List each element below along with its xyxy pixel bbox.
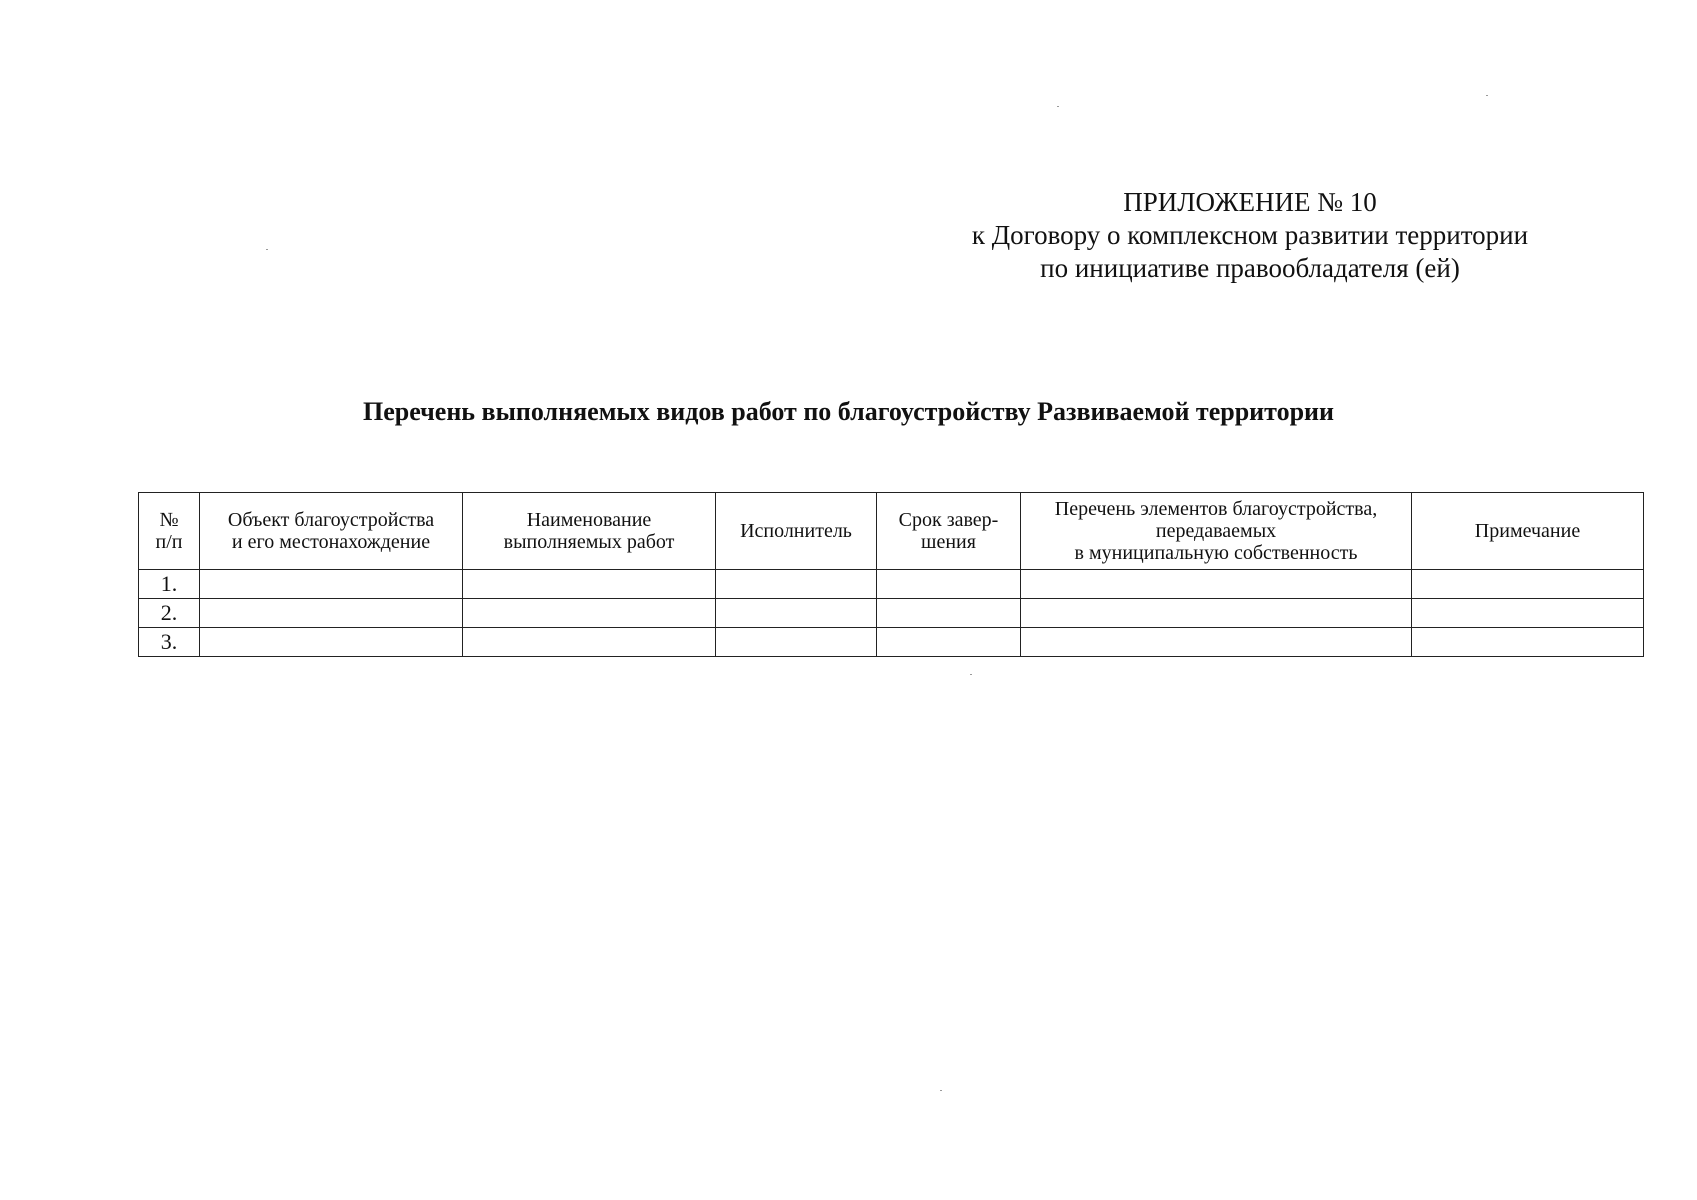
row-number: 2. [139, 599, 200, 628]
scan-speck [266, 249, 268, 250]
table-cell [1412, 570, 1644, 599]
header-elements-list: Перечень элементов благоустройства, передаваемых в муниципальную собственность [1021, 493, 1412, 570]
table-cell [716, 628, 877, 657]
table-cell [1021, 599, 1412, 628]
table-cell [877, 570, 1021, 599]
header-deadline: Срок завер- шения [877, 493, 1021, 570]
header-note: Примечание [1412, 493, 1644, 570]
table-cell [1021, 570, 1412, 599]
scan-speck [1486, 95, 1488, 96]
table-row [139, 599, 1644, 628]
appendix-number: ПРИЛОЖЕНИЕ № 10 [1123, 187, 1377, 217]
table-cell [1021, 628, 1412, 657]
table-cell [200, 570, 463, 599]
table-cell [716, 570, 877, 599]
table-row [139, 570, 1644, 599]
appendix-initiative: по инициативе правообладателя (ей) [1040, 253, 1460, 283]
table-cell [463, 628, 716, 657]
row-number: 3. [139, 628, 200, 657]
row-number: 1. [139, 570, 200, 599]
works-table [138, 492, 1644, 657]
table-header-row [139, 493, 1644, 570]
table-cell [200, 599, 463, 628]
table-cell [716, 599, 877, 628]
header-number: № п/п [139, 493, 200, 570]
table-row [139, 628, 1644, 657]
document-title: Перечень выполняемых видов работ по благоустройству Развиваемой территории [363, 397, 1334, 426]
table-cell [200, 628, 463, 657]
table-cell [877, 628, 1021, 657]
scan-speck [940, 1090, 942, 1091]
table-cell [463, 599, 716, 628]
table-cell [1412, 628, 1644, 657]
appendix-header [940, 186, 1560, 285]
table-cell [877, 599, 1021, 628]
header-object: Объект благоустройства и его местонахождение [200, 493, 463, 570]
table-cell [1412, 599, 1644, 628]
table-cell [463, 570, 716, 599]
header-executor: Исполнитель [716, 493, 877, 570]
header-works-name: Наименование выполняемых работ [463, 493, 716, 570]
scan-speck [970, 674, 972, 675]
scan-speck [1057, 106, 1059, 107]
appendix-contract-ref: к Договору о комплексном развитии территории [971, 220, 1529, 250]
